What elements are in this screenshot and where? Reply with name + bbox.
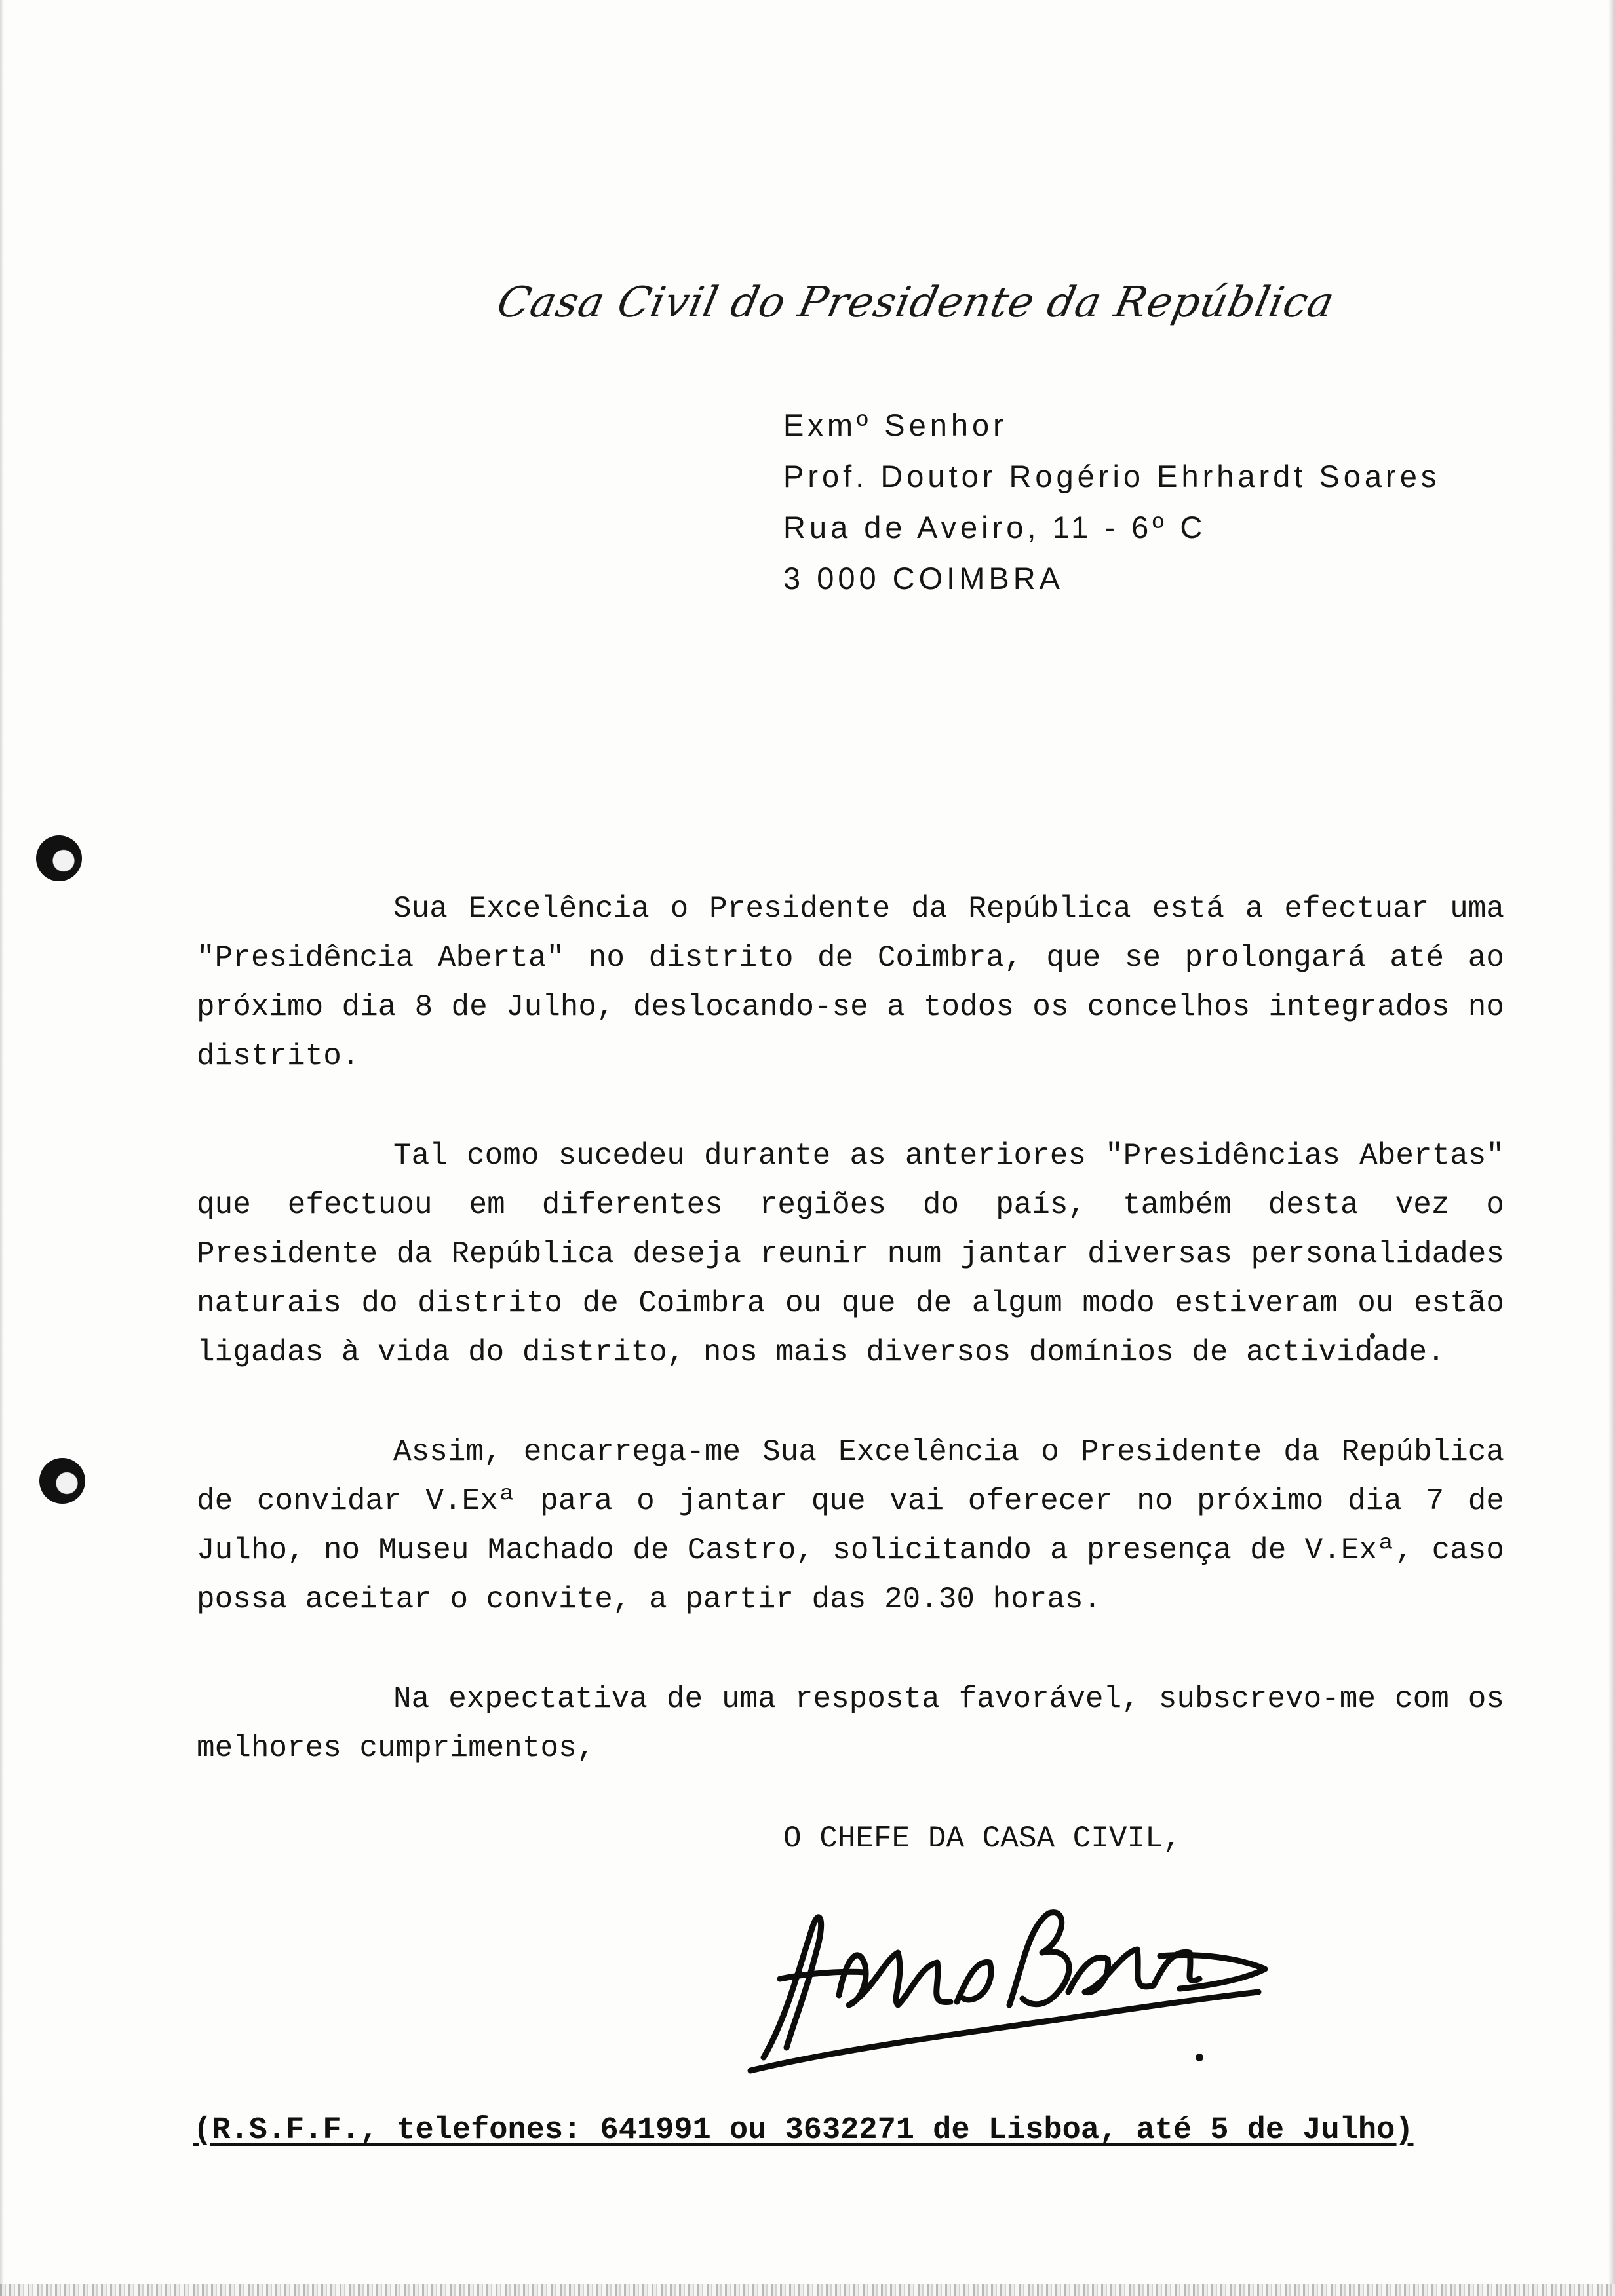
recipient-address xyxy=(783,400,1517,604)
recipient-street: Rua de Aveiro, 11 - 6º C xyxy=(783,510,1207,545)
body-paragraph: Sua Excelência o Presidente da República está a efectuar uma "Presidência Aberta" no distrito de Coimbra, que se prolongará até ao próximo dia 8 de Julho, deslocando-se a todos os concelhos integrados no distrito. xyxy=(197,892,1504,1073)
footer-note: (R.S.F.F., telefones: 641991 ou 3632271 de Lisboa, até 5 de Julho) xyxy=(193,2113,1414,2148)
letter-body xyxy=(197,885,1504,1824)
closing-title: O CHEFE DA CASA CIVIL, xyxy=(783,1822,1182,1856)
letterhead: Casa Civil do Presidente da República xyxy=(493,278,1339,327)
body-paragraph: Na expectativa de uma resposta favorável, subscrevo-me com os melhores cumprimentos, xyxy=(197,1682,1504,1765)
recipient-city: 3 000 COIMBRA xyxy=(783,561,1064,596)
punch-hole-upper xyxy=(36,835,82,881)
recipient-name: Prof. Doutor Rogério Ehrhardt Soares xyxy=(783,459,1441,493)
punch-hole-lower xyxy=(39,1458,85,1504)
body-paragraph: Tal como sucedeu durante as anteriores "Presidências Abertas" que efectuou em diferentes regiões do país, também desta vez o Presidente da República deseja reunir num jantar diversas personalidades naturais do distrito de Coimbra ou que de algum modo estiveram ou estão ligadas à vida do distrito, nos mais diversos domínios de actividade. xyxy=(197,1139,1504,1369)
handwritten-signature xyxy=(701,1881,1278,2077)
scan-edge-left xyxy=(0,0,4,2296)
scan-edge-bottom xyxy=(0,2284,1615,2296)
body-paragraph: Assim, encarrega-me Sua Excelência o Presidente da República de convidar V.Exª para o jantar que vai oferecer no próximo dia 7 de Julho, no Museu Machado de Castro, solicitando a presença de V.Exª, caso possa aceitar o convite, a partir das 20.30 horas. xyxy=(197,1435,1504,1617)
recipient-salutation: Exmº Senhor xyxy=(783,408,1007,442)
scan-edge-right xyxy=(1608,0,1615,2296)
